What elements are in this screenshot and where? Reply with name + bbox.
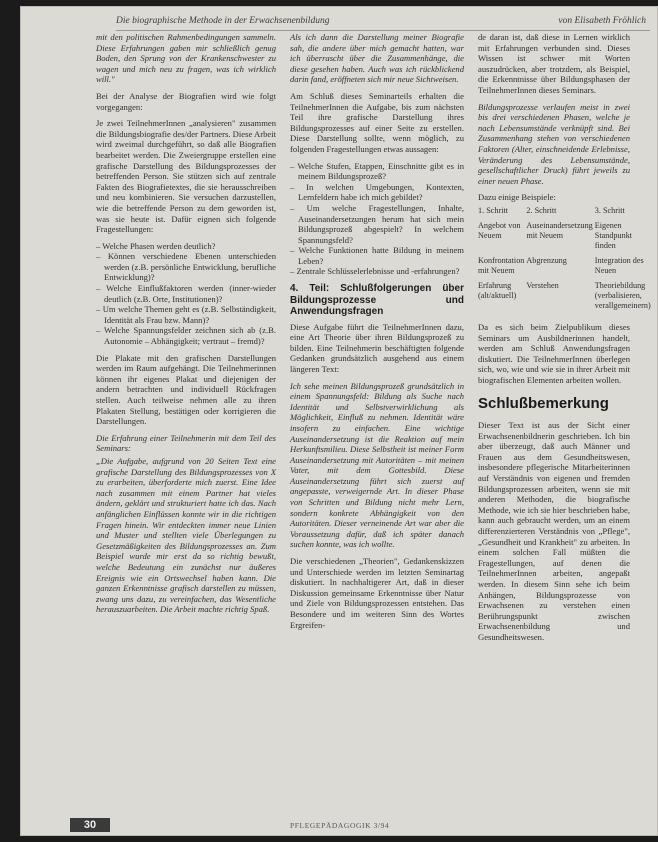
running-header-title: Die biographische Methode in der Erwachsenenbildung (116, 16, 330, 26)
paragraph: Da es sich beim Zielpublikum dieses Seminars um Ausbildnerinnen handelt, werden am Schluß Anwendungsfragen diskutiert. Die TeilnehmerInnen überlegen sich, wo, wie und wie sie in ihrer Arbeit mit biografischen Elementen arbeiten wollen. (478, 321, 630, 385)
journal-title: PFLEGEPÄDAGOGIK 3/94 (290, 821, 390, 830)
table-header-cell: 2. Schritt (526, 205, 557, 215)
list-item: – Welche Einflußfaktoren werden (inner-wieder deutlich (z.B. Orte, Institutionen)? (96, 283, 276, 304)
table-cell: Abgrenzung (526, 255, 567, 265)
page-number: 30 (70, 818, 110, 832)
list-item: – In welchen Umgebungen, Kontexten, Lernfeldern habe ich mich gebildet? (290, 182, 464, 203)
question-list (290, 161, 464, 278)
paragraph: de daran ist, daß diese in Lernen wirklich mit Erfahrungen verbunden sind. Dieses Wissen ist schwer mit Worten auszudrücken, aber trotzdem, als Beispiel, die Erkenntnisse über Bildungsphasen der TeilnehmerInnen dieses Seminars. (478, 32, 630, 95)
table-cell: Angebot von Neuem (478, 220, 521, 240)
paragraph: Die Plakate mit den grafischen Darstellungen werden im Raum aufgehängt. Die Teilnehmerinnen können ihr eigenes Plakat und diejenigen der andern betrachten und individuell Rückfragen stellen. Auch teilweise nehmen alle zu ihren Plakaten Stellung, bestätigen oder korrigieren die Darstellungen. (96, 352, 276, 427)
table-header-cell: 3. Schritt (594, 205, 625, 215)
column-1 (96, 32, 276, 621)
table-cell: Konfrontation mit Neuem (478, 255, 525, 275)
paragraph: Dieser Text ist aus der Sicht einer Erwachsenenbildnerin geschrieben. Ich bin aber überzeugt, daß auch Männer und Frauen aus dem Gesundheitswesen, insbesondere pflegerische Mitarbeiterinnen auf Verständnis von eigenen und fremden Bildungsprozessen arbeiten, wenn sie mit anderen Methoden, die biografische Methode, wie ich sie hier beschrieben habe, kann auch gebraucht werden, um an einem differenzierteren Verständnis von „Pflege", „Gesundheit und Krankheit" zu arbeiten. In einem solchen Fall müßten die Fragestellungen, auf denen die TeilnehmerInnen arbeiten, angepaßt werden. In diesem Sinn sehe ich beim Anhängen, Bildungsprozesse von Erwachsenen zu verstehen einen Berührungspunkt zwischen Erwachsenenbildung und Gesundheitswesen. (478, 420, 630, 642)
conclusion-heading: Schlußbemerkung (478, 395, 609, 413)
table-cell: Verstehen (526, 280, 559, 290)
table-header-row (478, 206, 653, 221)
list-item: – Um welche Fragestellungen, Inhalte, Auseinandersetzungen herum hat sich mein Bildungsprozeß abgespielt? In welchem Spannungsfeld? (290, 203, 464, 245)
table-cell: Eigenen Standpunkt finden (594, 220, 633, 250)
section-heading: 4. Teil: Schlußfolgerungen über Bildungsprozesse und Anwendungsfragen (290, 283, 464, 318)
list-item: – Zentrale Schlüsselerlebnisse und -erfahrungen? (290, 266, 464, 277)
quote-paragraph: Bildungsprozesse verlaufen meist in zwei bis drei verschiedenen Phasen, welche je nach Lebensumstände verknüpft sind. Bei Zusammenhang stehen von verschiedenen Faktoren (Alter, einschneidende Erlebnisse, Veränderung des Lebensumstände, gesellschaftlicher Druck) führt jeweils zu einer neuen Phase. (478, 101, 630, 186)
list-item: – Welche Funktionen hatte Bildung in meinem Leben? (290, 245, 464, 266)
column-2 (290, 32, 464, 636)
list-item: – Welche Spannungsfelder zeichnen sich ab (z.B. Autonomie – Abhängigkeit; vertraut – fremd)? (96, 325, 276, 346)
list-item: – Welche Phasen werden deutlich? (96, 241, 276, 252)
paragraph: Diese Aufgabe führt die TeilnehmerInnen dazu, eine Art Theorie über ihren Bildungsprozeß zu bilden. Eine Teilnehmerin beschäftigten folgende Gedanken grundsätzlich ausgehend aus einem längeren Text: (290, 321, 464, 374)
list-item: – Welche Stufen, Etappen, Einschnitte gibt es in meinem Bildungsprozeß? (290, 161, 464, 182)
table-cell: Erfahrung (alt/aktuell) (478, 280, 517, 300)
quote-paragraph: Als ich dann die Darstellung meiner Biografie sah, die andere über mich gemacht hatten, war ich überrascht über die Zusammenhänge, die diese gesehen haben. Auch was ich rückblickend darin fand, eröffneten sich mir neue Sichtweisen. (290, 32, 464, 85)
list-item: – Können verschiedene Ebenen unterschieden werden (z.B. persönliche Entwicklung, berufliche Entwicklung)? (96, 251, 276, 283)
table-row (478, 221, 653, 256)
list-item: – Um welche Themen geht es (z.B. Selbständigkeit, Identität als Frau bzw. Mann)? (96, 304, 276, 325)
paragraph: Am Schluß dieses Seminarteils erhalten die TeilnehmerInnen die Aufgabe, bis zum nächsten Teil ihre grafische Darstellung ihres Bildungsprozesses auf einer Seite zu erstellen. Diese Darstellung sollte, wenn möglich, zu folgenden Fragestellungen etwas aussagen: (290, 90, 464, 154)
testimonial-heading: Die Erfahrung einer Teilnehmerin mit dem Teil des Seminars: (96, 432, 276, 454)
paragraph: Die verschiedenen „Theorien", Gedankenskizzen und Unterschiede werden im letzten Seminartag diskutiert. In nachhaltigerer Art, daß in dieser Diskussion gemeinsame Erkenntnisse über Natur und Ziele von Bildungsprozessen entstehen. Das Besondere und im weiteren Sinn des Wortes Ergreifen- (290, 556, 464, 630)
table-cell: Theoriebildung (verbalisieren, verallgemeinern) (594, 280, 651, 310)
table-header-cell: 1. Schritt (478, 205, 509, 215)
quote-paragraph: Ich sehe meinen Bildungsprozeß grundsätzlich in einem Spannungsfeld: Bildung als Suche nach Identität und Selbstverwirklichung als Möglichkeit, Einfluß zu nehmen. Identität wäre insofern zu einfachen. Eine wichtige Auseinandersetzung ist die Reaktion auf mein Herkunftsmilieu. Diese Selbstheit ist meiner Form Auseinandersetzung mit Autoritäten – mit meinen Vater, mit dem Gottesbild. Diese Auseinandersetzung führt sich zuerst auf angepasste, verweigernde Art. In dieser Phase von Schritten und Bildung nicht mehr Lern, sondern konkrete Abhängigkeit von den Autoritäten. Dieser verneinende Art war aber die Voraussetzung dafür, daß ich später danach suchen konnte, was ich wollte. (290, 380, 464, 550)
testimonial-text: „Die Aufgabe, aufgrund von 20 Seiten Text eine grafische Darstellung des Bildungsprozesses von X zu erarbeiten, überforderte mich zuerst. Eine Idee nach zusammen mit einem Partner hat vieles ändern, geklärt und strukturiert hatte ich das. Nach anfänglichen Einflüssen konnte wir in die richtigen Fragen hinein. Wir entdeckten immer neue Linien und Muster und stellten viele Überlegungen zu Gesetzmäßigkeiten des Bildungsprozesses an. Zum Beispiel wurde mir erst da so richtig bewußt, welche Bedeutung ein zunächst nur äußeres Ereignis wie ein Ortswechsel haben kann. Die ganzen Erkenntnisse grafisch darstellen zu müssen, zwang uns dazu, zu vereinfachen, das Wesentliche herauszuarbeiten. Die Arbeit machte richtig Spaß. (96, 455, 276, 615)
column-3 (478, 32, 651, 649)
table-cell: Integration des Neuen (594, 255, 644, 275)
table-row (478, 256, 653, 281)
quote-paragraph: mit den politischen Rahmenbedingungen sammeln. Diese Erfahrungen gaben mir schließlich genug Boden, den Sprung von der Krankenschwester zu wagen und mich neu zu fragen, was ich wirklich will." (96, 32, 276, 85)
table-row (478, 281, 653, 316)
header-rule (116, 30, 650, 31)
question-list (96, 241, 276, 347)
steps-table (478, 206, 653, 316)
paragraph: Bei der Analyse der Biografien wird wie folgt vorgegangen: (96, 90, 276, 112)
running-header-author: von Elisabeth Fröhlich (558, 16, 646, 26)
paragraph: Je zwei TeilnehmerInnen „analysieren" zusammen die Bildungsbiografie des/der Partners. Diese Arbeit wird zweimal durchgeführt, so daß alle Biografien bearbeitet werden. Die Zweiergruppe erstellen eine grafische Darstellung des Bildungsprozesses der betreffenden Person. Sie stützen sich auf zentrale Fakten des Biografietextes, die sie herausschreiben und neu kombinieren. Sie versuchen darzustellen, wie die betreffende Person zu dem geworden ist, was sie heute ist. Dafür eignen sich folgende Fragestellungen: (96, 118, 276, 235)
table-cell: Auseinandersetzung mit Neuem (526, 220, 593, 240)
paragraph: Dazu einige Beispiele: (478, 192, 556, 203)
